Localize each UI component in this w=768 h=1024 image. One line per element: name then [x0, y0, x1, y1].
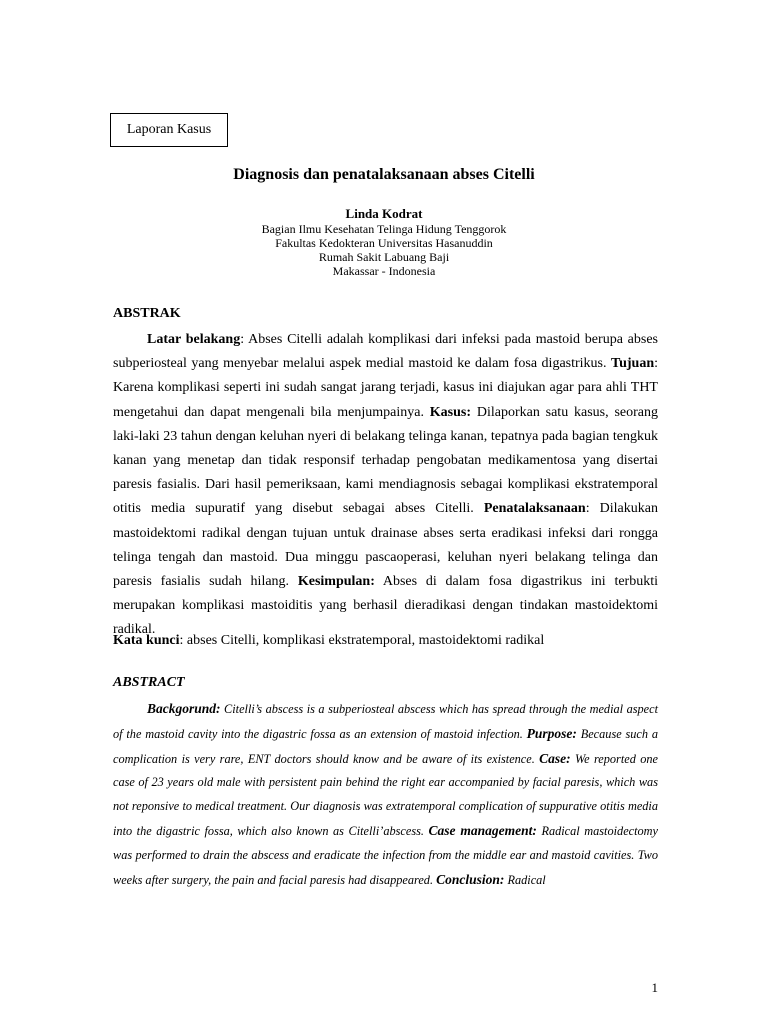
kasus-label: Kasus: — [429, 404, 472, 420]
purpose-label: Purpose: — [526, 725, 577, 741]
purpose-text: Because such a complication is very rare, ENT doctors should know and be aware of its existence. — [113, 726, 658, 766]
conclusion-label: Conclusion: — [436, 871, 505, 887]
management-text: Radical mastoidectomy was performed to drain the abscess and eradicate the infection from the middle ear and mastoid cavities. Two weeks after surgery, the pain and facial paresis had disappeared. — [113, 823, 659, 887]
management-label: Case management: — [428, 822, 537, 838]
background-label: Backgorund: — [147, 701, 221, 716]
latar-label: Latar belakang — [147, 332, 241, 347]
case-text: We reported one case of 23 years old male with persistent pain behind the right ear accompanied by facial paresis, which was not reponsive to medical treatment. Our diagnosis was extratemporal complication of suppurative otitis media into the digastric fossa, which also known as Citelli’abscess. — [113, 751, 658, 838]
abstract-body — [113, 697, 658, 892]
kasus-text: Dilaporkan satu kasus, seorang laki-laki 23 tahun dengan keluhan nyeri di belakang telinga kanan, tepatnya pada bagian tengkuk kanan yang menetap dan tidak responsif terhadap pengobatan medikamentosa yang disertai paresis fasialis. Dari hasil pemeriksaan, kami mendiagnosis sebagai komplikasi ekstratemporal otitis media supuratif yang disebut sebagai abses Citelli. — [113, 404, 658, 517]
affiliation-line: Fakultas Kedokteran Universitas Hasanuddin — [275, 236, 493, 250]
abstrak-heading: ABSTRAK — [113, 306, 181, 321]
abstrak-paragraph — [113, 328, 658, 643]
page-number: 1 — [651, 980, 658, 995]
affiliation-line: Bagian Ilmu Kesehatan Telinga Hidung Tenggorok — [261, 222, 507, 236]
keywords-label: Kata kunci — [113, 633, 180, 648]
keywords-line — [113, 633, 658, 649]
case-label: Case: — [539, 750, 571, 766]
kesimpulan-text: Abses di dalam fosa digastrikus ini terbukti merupakan komplikasi mastoiditis yang berhasil dieradikasi dengan tindakan mastoidektomi radikal. — [113, 574, 659, 638]
background-text: Citelli’s abscess is a subperiosteal abscess which has spread through the medial aspect of the mastoid cavity into the digastric fossa as an extension of mastoid infection. — [113, 702, 658, 741]
penatalaksanaan-label: Penatalaksanaan — [483, 501, 586, 517]
keywords-text: : abses Citelli, komplikasi ekstratemporal, mastoidektomi radikal — [179, 633, 545, 648]
tujuan-text: : Karena komplikasi seperti ini sudah sangat jarang terjadi, kasus ini diajukan agar para ahli THT mengetahui dan dapat mengenali bila menjumpainya. — [113, 356, 658, 420]
latar-text: : Abses Citelli adalah komplikasi dari infeksi pada mastoid berupa abses subperiosteal yang menyebar melalui aspek medial mastoid ke dalam fosa digastrikus. — [113, 332, 658, 372]
article-type-box: Laporan Kasus — [110, 113, 228, 147]
kesimpulan-label: Kesimpulan: — [297, 574, 375, 590]
tujuan-label: Tujuan — [611, 356, 655, 372]
abstrak-body — [113, 328, 658, 643]
affiliation-line: Rumah Sakit Labuang Baji — [318, 250, 450, 264]
paper-title: Diagnosis dan penatalaksanaan abses Citelli — [233, 166, 535, 183]
author-affiliation — [0, 222, 768, 278]
conclusion-text: Radical — [504, 872, 546, 887]
author-name: Linda Kodrat — [345, 206, 423, 221]
abstract-paragraph — [113, 697, 658, 892]
affiliation-line: Makassar - Indonesia — [332, 264, 436, 278]
abstract-heading: ABSTRACT — [113, 675, 185, 690]
penatalaksanaan-text: : Dilakukan mastoidektomi radikal dengan tujuan untuk drainase abses serta eradikasi infeksi dari rongga telinga tengah dan mastoid. Dua minggu pascaoperasi, keluhan nyeri belakang telinga dan paresis fasialis sudah hilang. — [113, 501, 658, 590]
